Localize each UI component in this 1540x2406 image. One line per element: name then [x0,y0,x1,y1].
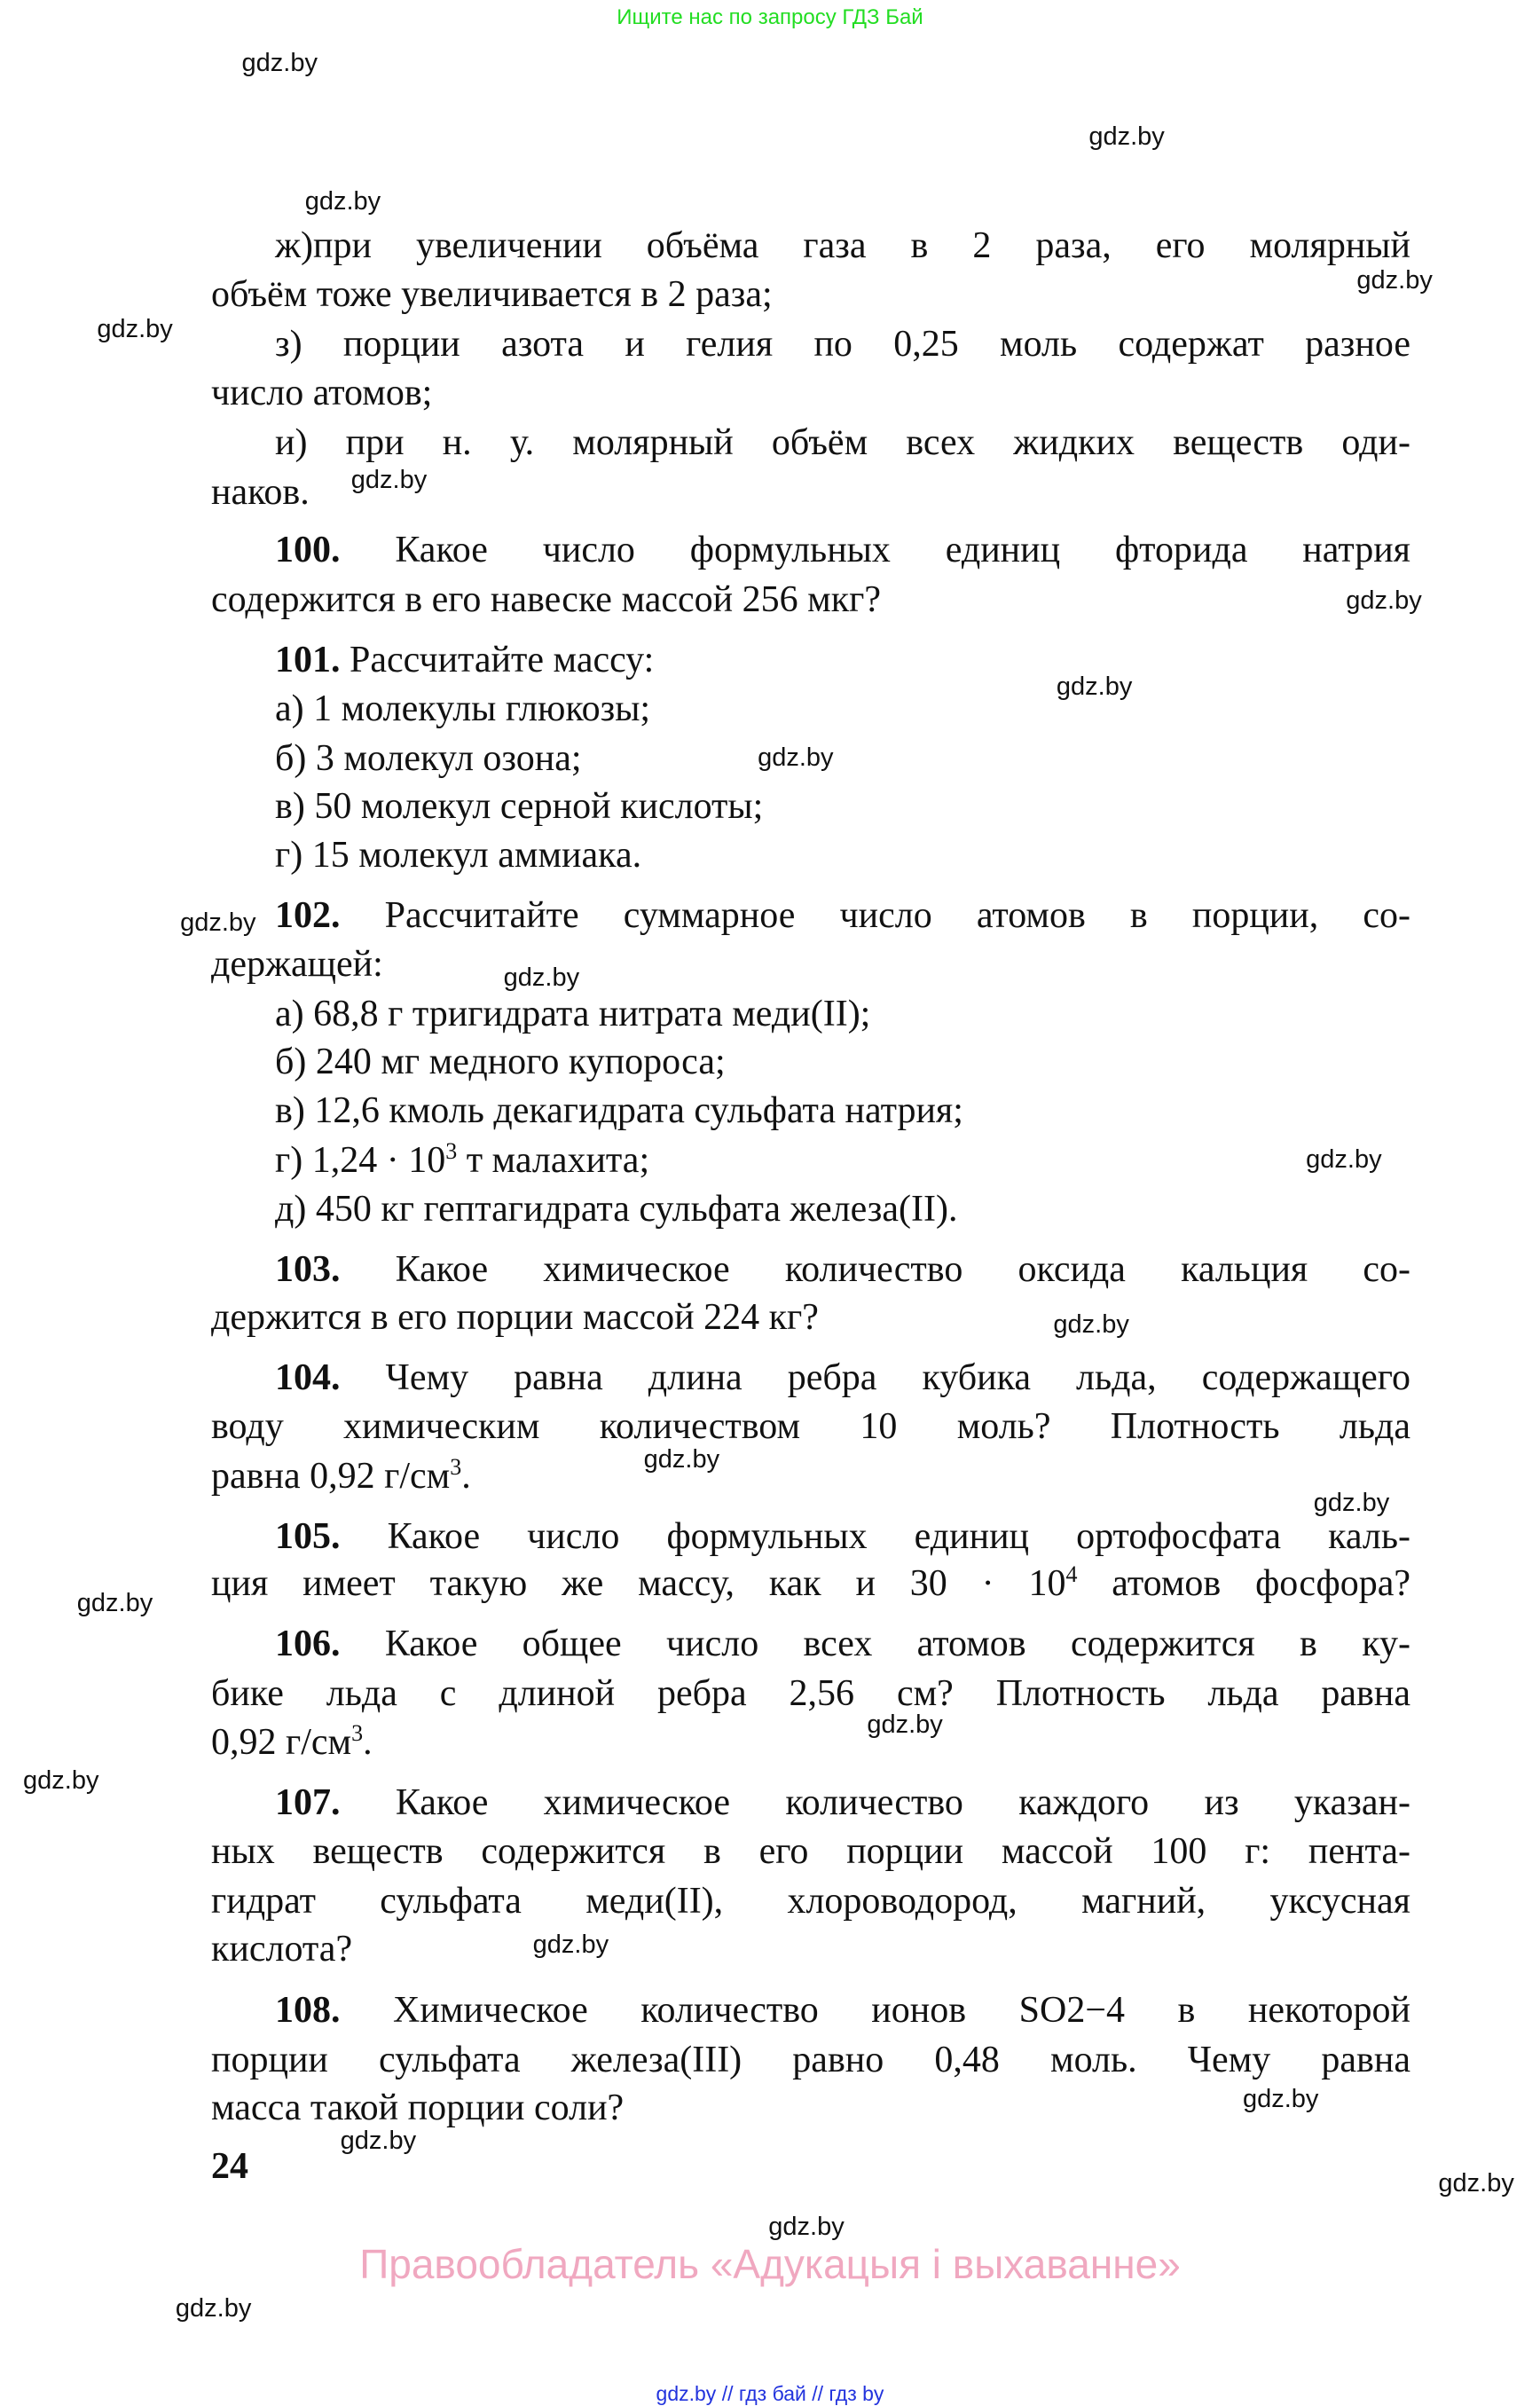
gdz-watermark: gdz.by [1242,2084,1319,2113]
line-text: б) 3 молекул озона; [275,737,582,779]
line-text: держится в его порции массой 224 кг? [211,1297,819,1339]
problem-line [211,1620,1410,1668]
text-line [211,1185,1410,1233]
gdz-watermark: gdz.by [23,1765,99,1795]
gdz-watermark: gdz.by [97,315,173,344]
line-text: Химическое количество ионов SO [340,1990,1067,2032]
line-text: ж)при увеличении объёма газа в 2 раза, его молярный [275,224,1410,266]
line-text: держащей: [211,944,383,986]
line-text: воду химическим количеством 10 моль? Плотность льда [211,1406,1410,1448]
line-text: порции сульфата железа(III) равно 0,48 моль. Чему равна [211,2039,1410,2080]
gdz-watermark: gdz.by [180,908,256,937]
text-line [211,271,1410,318]
gdz-watermark: gdz.by [1346,586,1422,615]
text-line [211,1925,1410,1973]
line-text: Рассчитайте суммарное число атомов в порции, со- [340,894,1410,936]
line-text: масса такой порции соли? [211,2087,625,2128]
line-text: Рассчитайте массу: [340,639,655,680]
text-line [211,1877,1410,1925]
line-text: кислота? [211,1928,353,1970]
line-text-after: . [461,1455,471,1497]
gdz-watermark: gdz.by [340,2126,417,2155]
footer-links[interactable]: gdz.by // гдз бай // гдз by [656,2382,884,2405]
line-text: и) при н. у. молярный объём всех жидких веществ оди- [275,421,1410,463]
gdz-watermark: gdz.by [503,963,580,993]
text-line [211,1828,1410,1875]
line-text: в) 12,6 кмоль декагидрата сульфата натрия; [275,1090,963,1132]
problem-number: 107. [275,1781,341,1823]
line-text: б) 240 мг медного купороса; [275,1041,726,1082]
line-text: з) порции азота и гелия по 0,25 моль содержат разное [275,323,1410,365]
problem-number: 101. [275,639,341,680]
problem-number: 104. [275,1356,341,1398]
gdz-watermark: gdz.by [1056,672,1133,701]
gdz-watermark: gdz.by [1306,1144,1382,1174]
superscript: 3 [445,1137,458,1164]
problem-line [211,1779,1410,1827]
line-text: Чему равна длина ребра кубика льда, содержащего [340,1356,1410,1398]
problem-line [211,892,1410,940]
text-line [211,1136,1410,1184]
problem-number: 105. [275,1515,341,1557]
line-text: Какое число формульных единиц фторида натрия [340,530,1410,571]
line-text: 0,92 г/см [211,1722,352,1764]
text-line [211,320,1410,368]
problem-number: 108. [275,1990,341,2032]
superscript: 3 [351,1720,364,1747]
line-text: г) 15 молекул аммиака. [275,835,642,877]
gdz-watermark: gdz.by [758,743,834,772]
text-line [211,222,1410,270]
line-text: гидрат сульфата меди(II), хлороводород, магний, уксусная [211,1880,1410,1922]
gdz-watermark: gdz.by [643,1445,720,1474]
line-text: равна 0,92 г/см [211,1455,451,1497]
text-line [211,419,1410,467]
problem-line [211,1986,1410,2034]
gdz-watermark: gdz.by [1053,1309,1129,1339]
text-line [211,2084,1410,2132]
text-line [211,831,1410,879]
text-line [211,990,1410,1038]
line-text: Какое химическое количество каждого из указан- [340,1781,1410,1823]
problem-line [211,526,1410,574]
text-line [211,1038,1410,1086]
text-line [211,685,1410,733]
text-line [211,576,1410,624]
problem-line [211,636,1410,684]
line-text: д) 450 кг гептагидрата сульфата железа(II). [275,1189,958,1231]
problem-number: 100. [275,530,341,571]
line-text: Какое химическое количество оксида кальция со- [340,1249,1410,1291]
gdz-watermark: gdz.by [304,187,381,216]
gdz-watermark: gdz.by [1313,1489,1390,1518]
text-line [211,369,1410,417]
gdz-watermark: gdz.by [76,1588,153,1617]
line-text: а) 1 молекулы глюкозы; [275,688,651,730]
line-text: в) 50 молекул серной кислоты; [275,785,764,827]
page-number: 24 [211,2146,248,2187]
text-line [211,1087,1410,1135]
line-text: наков. [211,471,310,513]
gdz-watermark: gdz.by [867,1710,943,1740]
gdz-watermark: gdz.by [175,2294,252,2323]
gdz-watermark: gdz.by [1356,265,1433,295]
gdz-watermark: gdz.by [532,1930,609,1960]
text-line [211,782,1410,830]
ion-subscript: 4 [1106,1990,1125,2032]
search-hint-banner: Ищите нас по запросу ГДЗ Бай [617,5,923,29]
gdz-watermark: gdz.by [1088,122,1165,152]
superscript: 3 [450,1453,462,1480]
text-line [211,940,1410,988]
line-text: г) 1,24 · 10 [275,1139,446,1181]
text-line [211,1560,1410,1608]
ion-charge: 2− [1066,1990,1106,2032]
gdz-watermark: gdz.by [350,466,428,495]
line-text: объём тоже увеличивается в 2 раза; [211,274,773,316]
text-line [211,2036,1410,2084]
problem-number: 102. [275,894,341,936]
gdz-watermark: gdz.by [768,2212,845,2241]
line-text-after: атомов фосфора? [1077,1563,1410,1605]
line-text: ных веществ содержится в его порции массой 100 г: пента- [211,1831,1410,1873]
text-line [211,1452,1410,1500]
problem-line [211,1513,1410,1561]
line-text: ция имеет такую же массу, как и 30 · 10 [211,1563,1066,1605]
line-text: бике льда с длиной ребра 2,56 см? Плотность льда равна [211,1672,1410,1714]
line-text-after: . [363,1722,373,1764]
text-line [211,1670,1410,1718]
line-text-after: в некоторой [1125,1990,1410,2032]
copyright-notice: Правообладатель «Адукацыя і выхаванне» [359,2241,1181,2287]
line-text: а) 68,8 г тригидрата нитрата меди(II); [275,994,871,1035]
text-line [211,1403,1410,1451]
problem-number: 103. [275,1249,341,1291]
line-text: число атомов; [211,373,433,414]
ion-charge-index [1066,1990,1125,2031]
problem-line [211,1354,1410,1402]
problem-number: 106. [275,1624,341,1665]
problem-line [211,1246,1410,1293]
text-line [211,1718,1410,1766]
gdz-watermark: gdz.by [1438,2169,1514,2198]
text-line [211,1293,1410,1341]
line-text: Какое число формульных единиц ортофосфата каль- [340,1515,1410,1557]
line-text-after: т малахита; [457,1139,650,1181]
line-text: содержится в его навеске массой 256 мкг? [211,579,881,621]
gdz-watermark: gdz.by [241,48,318,77]
superscript: 4 [1065,1561,1078,1588]
line-text: Какое общее число всех атомов содержится в ку- [340,1624,1410,1665]
